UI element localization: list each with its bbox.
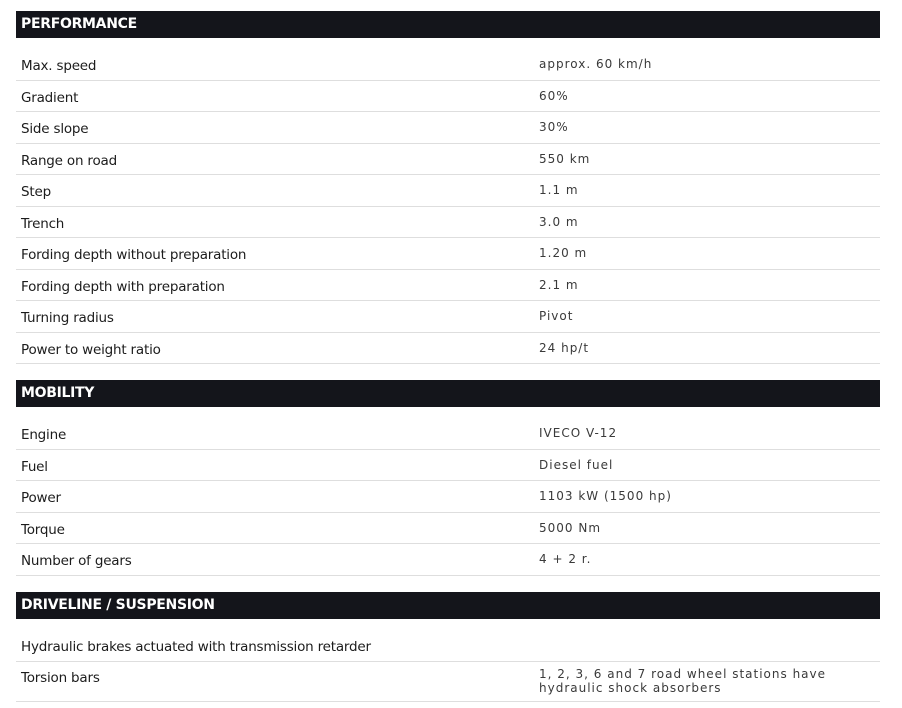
spec-label: Turning radius: [21, 310, 114, 326]
spec-row: [16, 513, 880, 545]
spec-row: [16, 175, 880, 207]
spec-label: Number of gears: [21, 553, 132, 569]
spec-label: Max. speed: [21, 58, 97, 74]
spec-row: [16, 81, 880, 113]
spec-label: Hydraulic brakes actuated with transmission retarder: [21, 639, 371, 655]
performance-spec-list: [16, 49, 880, 364]
section-header-mobility: MOBILITY: [16, 380, 880, 407]
spec-row: [16, 544, 880, 576]
spec-label: Engine: [21, 427, 67, 443]
spec-row: [16, 333, 880, 365]
spec-value: 5000 Nm: [539, 520, 602, 535]
spec-row: [16, 662, 880, 702]
spec-label: Fording depth without preparation: [21, 247, 247, 263]
spec-row: [16, 301, 880, 333]
spec-value: Diesel fuel: [539, 457, 614, 472]
section-header-driveline: DRIVELINE / SUSPENSION: [16, 592, 880, 619]
driveline-spec-list: [16, 630, 880, 702]
spec-label: Power to weight ratio: [21, 341, 161, 358]
spec-value: Pivot: [539, 309, 574, 323]
driveline-section: [16, 592, 880, 702]
spec-value: 1, 2, 3, 6 and 7 road wheel stations have hydraulic shock absorbers: [539, 666, 827, 695]
spec-value: 1.20 m: [539, 246, 588, 260]
spec-label: Side slope: [21, 121, 89, 137]
mobility-section: [16, 380, 880, 576]
mobility-spec-list: [16, 418, 880, 576]
performance-section: [16, 11, 880, 364]
spec-value: 3.0 m: [539, 214, 579, 229]
spec-row: [16, 49, 880, 81]
spec-label: Torque: [21, 521, 65, 538]
spec-value: 1103 kW (1500 hp): [539, 489, 672, 503]
spec-row: [16, 270, 880, 302]
spec-row: [16, 112, 880, 144]
spec-value: 2.1 m: [539, 277, 579, 292]
spec-row: [16, 207, 880, 239]
spec-value: 30%: [539, 120, 569, 134]
spec-value: approx. 60 km/h: [539, 57, 653, 71]
spec-value: 24 hp/t: [539, 340, 590, 355]
spec-label: Torsion bars: [21, 669, 100, 686]
spec-row: [16, 481, 880, 513]
spec-label: Gradient: [21, 89, 79, 106]
spec-label: Fording depth with preparation: [21, 278, 225, 295]
spec-label: Step: [21, 184, 51, 200]
spec-label: Trench: [21, 215, 65, 232]
spec-value: 1.1 m: [539, 183, 579, 197]
spec-label: Range on road: [21, 152, 117, 169]
spec-row: [16, 418, 880, 450]
spec-value: 60%: [539, 88, 569, 103]
spec-label: Fuel: [21, 458, 48, 475]
spec-row: [16, 450, 880, 482]
spec-value: 550 km: [539, 151, 591, 166]
spec-row: [16, 630, 880, 662]
section-header-performance: PERFORMANCE: [16, 11, 880, 38]
spec-label: Power: [21, 490, 61, 506]
spec-value: 4 + 2 r.: [539, 552, 592, 566]
spec-row: [16, 144, 880, 176]
spec-row: [16, 238, 880, 270]
spec-value: IVECO V-12: [539, 426, 618, 440]
